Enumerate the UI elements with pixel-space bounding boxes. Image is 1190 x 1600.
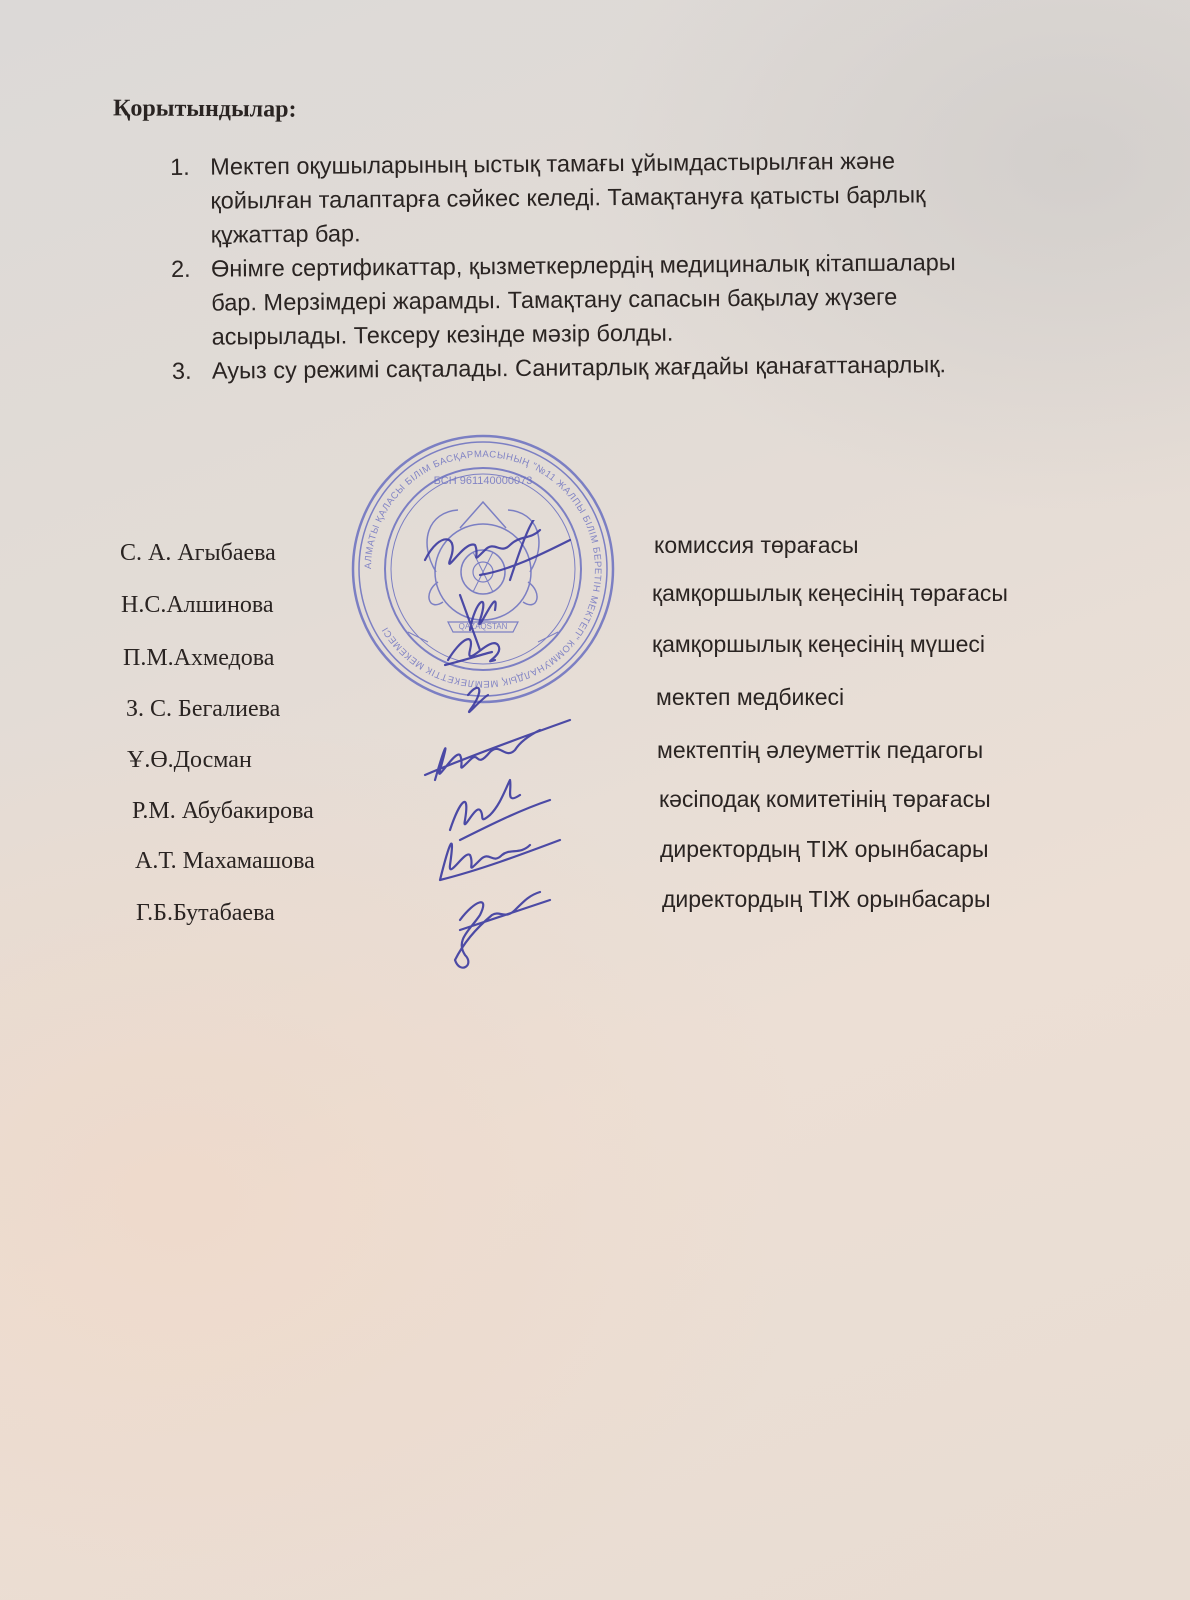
item-number: 2.	[170, 255, 191, 282]
signatory-name: Р.М. Абубакирова	[132, 798, 314, 824]
signatory-role: мектептің әлеуметтік педагогы	[657, 737, 984, 763]
item-line: асырылады. Тексеру кезінде мәзір болды.	[211, 319, 674, 350]
signatory-role: мектеп медбикесі	[656, 684, 845, 710]
seal-id-text: БСН 961140000073	[433, 475, 533, 487]
signatory-name: А.Т. Махамашова	[135, 848, 315, 874]
conclusions-heading: Қорытындылар:	[112, 95, 297, 123]
signatory-name: С. А. Агыбаева	[120, 540, 276, 566]
signatory-name: Г.Б.Бутабаева	[136, 900, 275, 926]
signatory-role: кәсіподақ комитетінің төрағасы	[659, 786, 991, 812]
seal-outer-text: АЛМАТЫ ҚАЛАСЫ БІЛІМ БАСҚАРМАСЫНЫҢ "№11 ЖАЛПЫ БІЛІМ БЕРЕТІН МЕКТЕП" КОММУНАЛДЫҚ МЕМЛЕКЕТТІК МЕКЕМЕСІ	[362, 448, 604, 690]
item-line: Өнімге сертификаттар, қызметкерлердің медициналық кітапшалары	[210, 249, 956, 282]
signatory-role: директордың ТІЖ орынбасары	[662, 886, 991, 912]
signatory-name: П.М.Ахмедова	[123, 645, 275, 671]
signatory-role: қамқоршылық кеңесінің мүшесі	[652, 631, 985, 657]
item-line: бар. Мерзімдері жарамды. Тамақтану сапасын бақылау жүзеге	[211, 283, 898, 316]
signatory-role: директордың ТІЖ орынбасары	[660, 836, 989, 862]
item-number: 1.	[170, 153, 190, 180]
signatory-name: Н.С.Алшинова	[121, 592, 274, 618]
item-line: қойылған талаптарға сәйкес келеді. Тамақтануға қатысты барлық	[210, 181, 926, 214]
signatory-role: комиссия төрағасы	[654, 532, 859, 558]
handwritten-signatures	[420, 520, 600, 980]
signatory-name: З. С. Бегалиева	[126, 696, 281, 722]
signatory-name: Ұ.Ө.Досман	[127, 747, 252, 773]
signatory-role: қамқоршылық кеңесінің төрағасы	[652, 580, 1008, 606]
item-line: құжаттар бар.	[210, 220, 361, 248]
item-line: Ауыз су режимі сақталады. Санитарлық жағдайы қанағаттанарлық.	[211, 351, 947, 384]
seal-center-text: QAZAQSTAN	[458, 622, 508, 631]
item-number: 3.	[171, 357, 192, 384]
item-line: Мектеп оқушыларының ыстық тамағы ұйымдастырылған және	[210, 147, 896, 180]
